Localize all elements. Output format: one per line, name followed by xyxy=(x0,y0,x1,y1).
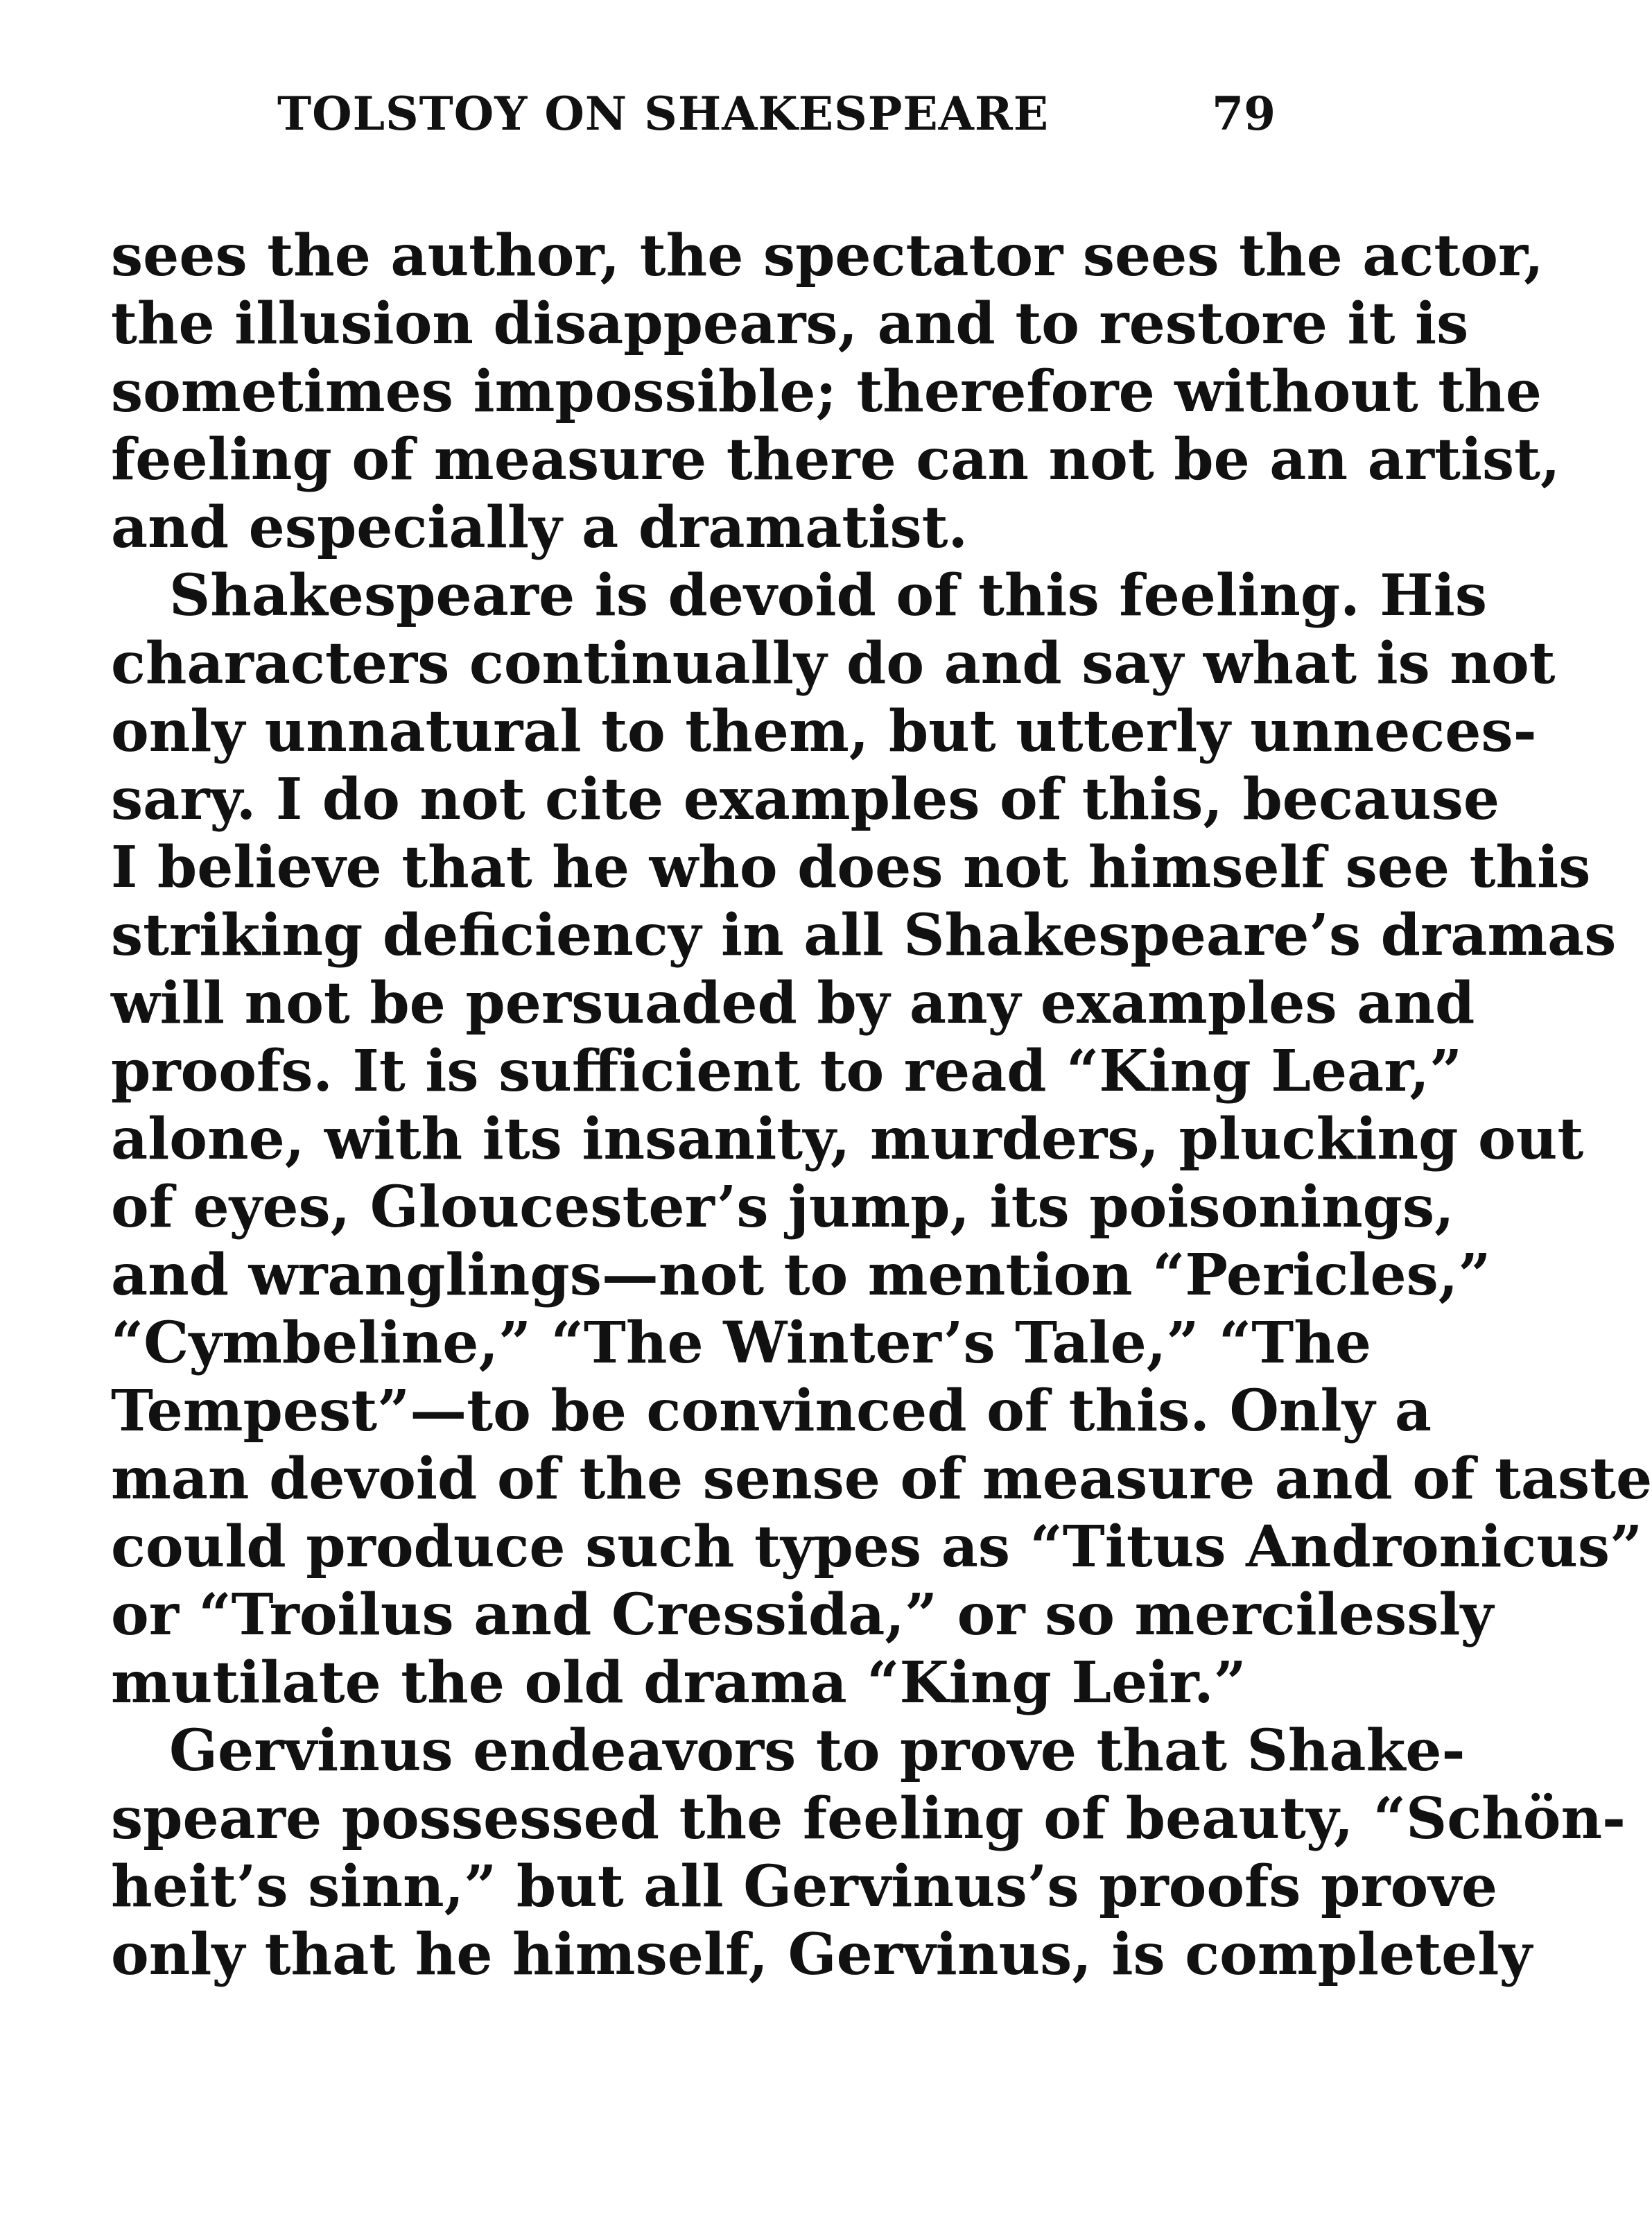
text-line: sees the author, the spectator sees the actor, xyxy=(111,223,1544,289)
text-line: man devoid of the sense of measure and of taste xyxy=(111,1446,1652,1512)
text-line: I believe that he who does not himself see this xyxy=(111,834,1591,901)
text-line: speare possessed the feeling of beauty, “Schön- xyxy=(111,1785,1626,1852)
text-line: could produce such types as “Titus Andronicus” xyxy=(111,1514,1643,1580)
text-line: striking deficiency in all Shakespeare’s dramas xyxy=(111,902,1617,969)
text-line: and especially a dramatist. xyxy=(111,494,968,561)
text-line: and wranglings—not to mention “Pericles,” xyxy=(111,1242,1491,1308)
text-line: Shakespeare is devoid of this feeling. His xyxy=(169,562,1488,629)
text-line: Tempest”—to be convinced of this. Only a xyxy=(111,1378,1432,1444)
text-line: Gervinus endeavors to prove that Shake- xyxy=(169,1718,1466,1784)
text-line: heit’s sinn,” but all Gervinus’s proofs prove xyxy=(111,1853,1498,1920)
text-line: or “Troilus and Cressida,” or so mercilessly xyxy=(111,1582,1494,1648)
text-line: mutilate the old drama “King Leir.” xyxy=(111,1650,1246,1716)
text-line: characters continually do and say what is not xyxy=(111,630,1556,697)
running-header xyxy=(277,87,1276,156)
text-line: the illusion disappears, and to restore it is xyxy=(111,291,1469,357)
text-line: “Cymbeline,” “The Winter’s Tale,” “The xyxy=(111,1310,1372,1376)
page-number: 79 xyxy=(1212,87,1276,141)
text-line: sometimes impossible; therefore without the xyxy=(111,358,1542,425)
text-line: proofs. It is sufficient to read “King Lear,” xyxy=(111,1038,1463,1105)
text-line: of eyes, Gloucester’s jump, its poisonings, xyxy=(111,1174,1454,1240)
text-line: only unnatural to them, but utterly unneces- xyxy=(111,698,1537,765)
running-title: TOLSTOY ON SHAKESPEARE xyxy=(277,87,1050,141)
text-line: will not be persuaded by any examples and xyxy=(111,970,1475,1037)
body-text xyxy=(111,222,1652,1989)
text-line: feeling of measure there can not be an artist, xyxy=(111,426,1560,493)
text-line: only that he himself, Gervinus, is completely xyxy=(111,1921,1533,1988)
text-line: sary. I do not cite examples of this, because xyxy=(111,766,1499,833)
text-line: alone, with its insanity, murders, plucking out xyxy=(111,1106,1584,1173)
